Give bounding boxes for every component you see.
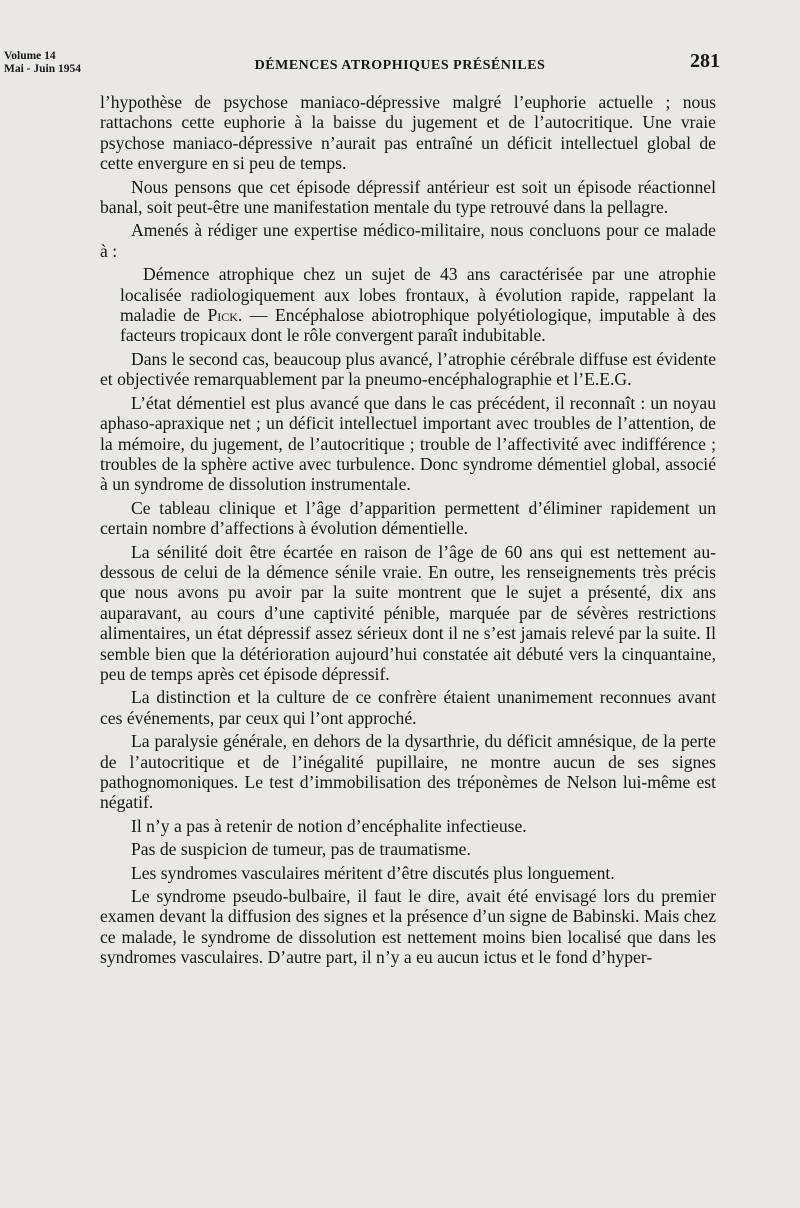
paragraph: Dans le second cas, beaucoup plus avancé, l’atrophie cérébrale diffuse est évidente et objectivée remarquablement par la pneumo-encéphalographie et l’E.E.G. (100, 348, 716, 390)
body-text (100, 92, 716, 971)
paragraph: La paralysie générale, en dehors de la dysarthrie, du déficit amnésique, de la perte de l’autocritique et de l’inégalité pupillaire, ne montre aucun de ses signes pathognomoniques. Le test d’immobilisation des tréponèmes de Nelson lui-même est négatif. (100, 731, 716, 813)
paragraph: l’hypothèse de psychose maniaco-dépressive malgré l’euphorie actuelle ; nous rattachons cette euphorie à la baisse du jugement et de l’autocritique. Une vraie psychose maniaco-dépressive n’aurait pas entraîné un déficit intellectuel global de cette envergure en si peu de temps. (100, 92, 716, 174)
issue-date: Mai - Juin 1954 (4, 63, 81, 75)
page-header (0, 46, 800, 86)
paragraph: Nous pensons que cet épisode dépressif antérieur est soit un épisode réactionnel banal, soit peut-être une manifestation mentale du type retrouvé dans la pellagre. (100, 176, 716, 218)
volume-label: Volume 14 (4, 50, 56, 62)
pick-name: Pick. (207, 305, 243, 326)
page-number: 281 (690, 50, 720, 72)
paragraph: La distinction et la culture de ce confrère étaient unanimement reconnues avant ces événements, par ceux qui l’ont approché. (100, 687, 716, 728)
paragraph: Pas de suspicion de tumeur, pas de traumatisme. (131, 839, 471, 860)
paragraph: Amenés à rédiger une expertise médico-militaire, nous concluons pour ce malade à : (100, 220, 716, 261)
paragraph: L’état démentiel est plus avancé que dans le cas précédent, il reconnaît : un noyau aphaso-apraxique net ; un déficit intellectuel important avec troubles de l’attention, de la mémoire, du jugement, de l’autocritique ; trouble de l’affectivité avec indifférence ; troubles de la sphère active avec turbulence. Donc syndrome démentiel global, associé à un syndrome de dissolution instrumentale. (100, 392, 716, 495)
paragraph: Les syndromes vasculaires méritent d’être discutés plus longuement. (131, 862, 615, 883)
paragraph: Le syndrome pseudo-bulbaire, il faut le dire, avait été envisagé lors du premier examen devant la diffusion des signes et la présence d’un signe de Babinski. Mais chez ce malade, le syndrome de dissolution est nettement moins bien localisé que dans les syndromes vasculaires. D’autre part, il n’y a eu aucun ictus et le fond d’hyper- (100, 886, 716, 968)
running-title: DÉMENCES ATROPHIQUES PRÉSÉNILES (254, 58, 546, 73)
paragraph: La sénilité doit être écartée en raison de l’âge de 60 ans qui est nettement au-dessous de celui de la démence sénile vraie. En outre, les renseignements très précis que nous avons pu avoir par la suite montrent que le sujet a présenté, dix ans auparavant, au cours d’une captivité pénible, marquée par de sévères restrictions alimentaires, un état dépressif assez sérieux dont il ne s’est jamais relevé par la suite. Il semble bien que la détérioration aujourd’hui constatée ait débuté vers la cinquantaine, peu de temps après cet épisode dépressif. (100, 541, 716, 684)
paragraph: Ce tableau clinique et l’âge d’apparition permettent d’éliminer rapidement un certain nombre d’affections à évolution démentielle. (100, 497, 716, 539)
paragraph: Il n’y a pas à retenir de notion d’encéphalite infectieuse. (131, 815, 527, 836)
quote-tail: — Encéphalose abiotrophique polyétiologique, imputable à des facteurs tropicaux dont le rôle convergent paraît indubitable. (120, 305, 716, 346)
conclusion-quote (120, 264, 716, 346)
quote-text: Démence atrophique chez un sujet de 43 ans caractérisée par une atrophie localisée radiologiquement aux lobes frontaux, à évolution rapide, rappelant la maladie de (120, 264, 716, 326)
